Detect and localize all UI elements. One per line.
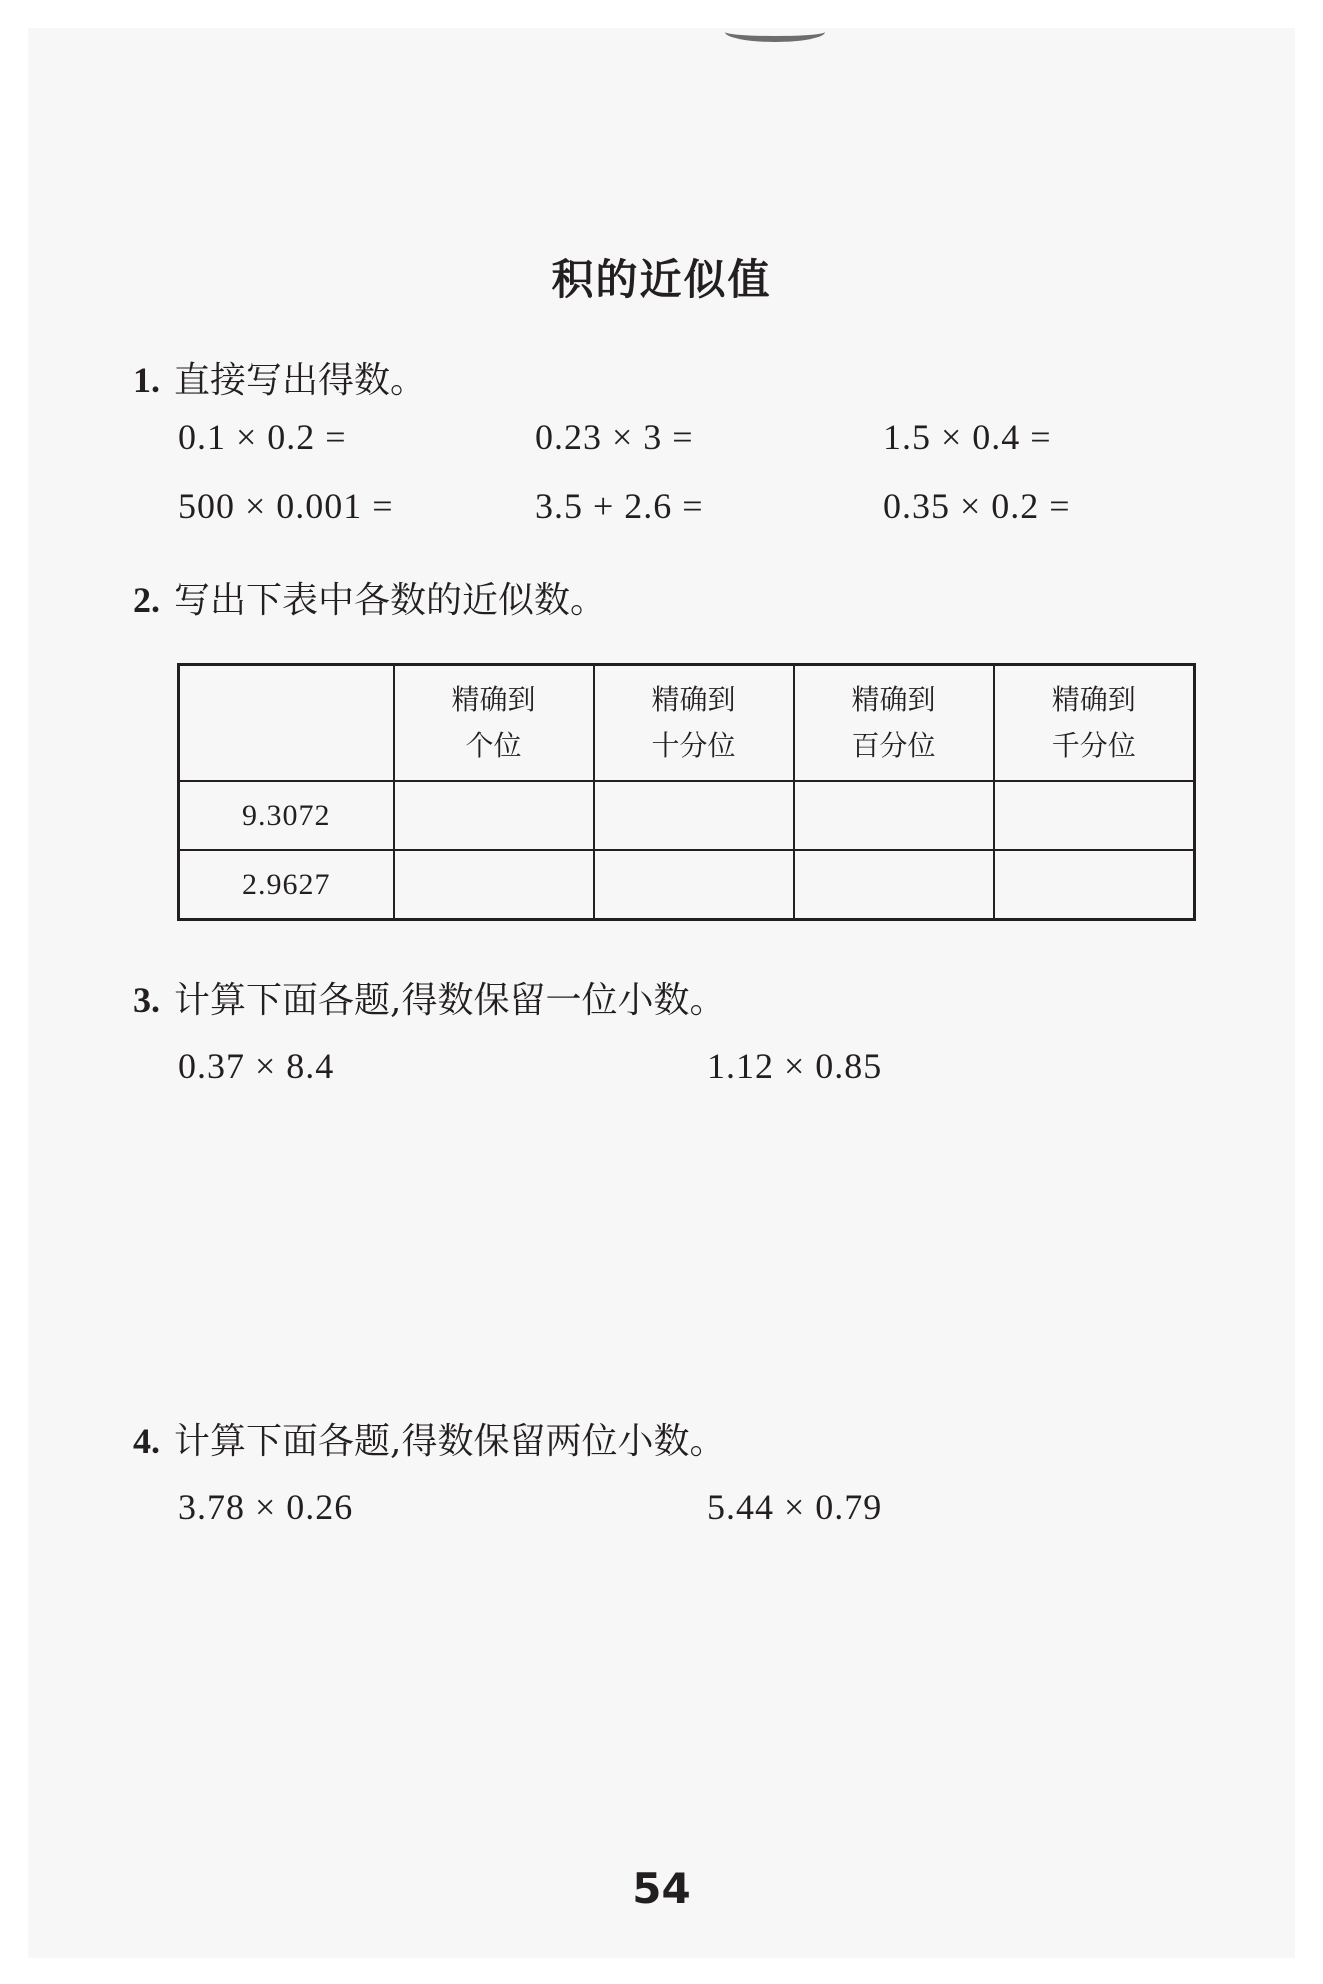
answer-cell[interactable]	[994, 781, 1195, 850]
row-label: 9.3072	[179, 781, 394, 850]
question-2	[133, 572, 606, 623]
q1-item-1: 0.1 × 0.2 =	[178, 417, 347, 457]
q1-item-4: 500 × 0.001 =	[178, 486, 394, 526]
question-4-prompt: 计算下面各题,得数保留两位小数。	[174, 1421, 726, 1462]
header-line-1: 精确到	[651, 683, 736, 716]
table-header-cell	[394, 665, 594, 782]
q1-item-3: 1.5 × 0.4 =	[883, 417, 1052, 457]
answer-cell[interactable]	[394, 781, 594, 850]
row-label: 2.9627	[179, 850, 394, 920]
header-line-1: 精确到	[1051, 683, 1136, 716]
q1-item-2: 0.23 × 3 =	[535, 417, 694, 457]
question-4	[133, 1413, 725, 1464]
answer-cell[interactable]	[594, 781, 794, 850]
answer-cell[interactable]	[394, 850, 594, 920]
answer-cell[interactable]	[794, 850, 994, 920]
table-header-cell	[994, 665, 1195, 782]
header-line-2: 千分位	[1051, 729, 1136, 762]
header-line-1: 精确到	[851, 683, 936, 716]
approximation-table	[177, 663, 1196, 921]
scan-shadow	[725, 22, 825, 42]
table-corner-cell	[179, 665, 394, 782]
header-line-1: 精确到	[451, 683, 536, 716]
table-row	[179, 850, 1195, 920]
question-3-prompt: 计算下面各题,得数保留一位小数。	[174, 980, 726, 1021]
table-header-row	[179, 665, 1195, 782]
question-4-number: 4.	[133, 1421, 160, 1461]
table-header-cell	[794, 665, 994, 782]
q1-item-5: 3.5 + 2.6 =	[535, 486, 704, 526]
answer-cell[interactable]	[594, 850, 794, 920]
answer-cell[interactable]	[794, 781, 994, 850]
q1-item-6: 0.35 × 0.2 =	[883, 486, 1071, 526]
header-line-2: 百分位	[851, 729, 936, 762]
q3-item-1: 0.37 × 8.4	[178, 1046, 335, 1086]
page-title: 积的近似值	[551, 255, 772, 304]
question-2-prompt: 写出下表中各数的近似数。	[174, 580, 607, 621]
page-number: 54	[632, 1864, 691, 1913]
table-header-cell	[594, 665, 794, 782]
question-1-prompt: 直接写出得数。	[174, 360, 427, 401]
q3-item-2: 1.12 × 0.85	[707, 1046, 883, 1086]
question-3-number: 3.	[133, 980, 160, 1020]
question-2-number: 2.	[133, 580, 160, 620]
table-row	[179, 781, 1195, 850]
question-3	[133, 972, 725, 1023]
question-1	[133, 352, 426, 403]
header-line-2: 十分位	[651, 729, 736, 762]
q4-item-1: 3.78 × 0.26	[178, 1487, 354, 1527]
answer-cell[interactable]	[994, 850, 1195, 920]
q4-item-2: 5.44 × 0.79	[707, 1487, 883, 1527]
header-line-2: 个位	[465, 729, 522, 762]
question-1-number: 1.	[133, 360, 160, 400]
